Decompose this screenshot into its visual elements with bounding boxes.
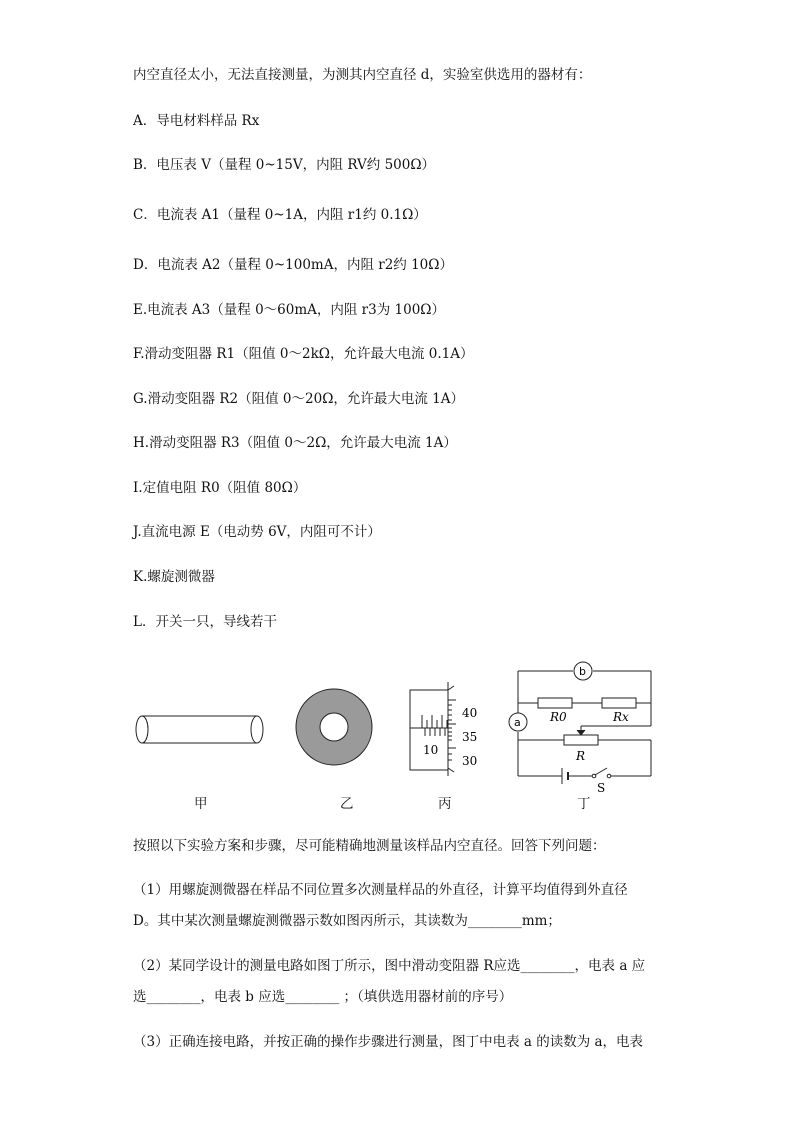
question-1-line-2: D。其中某次测量螺旋测微器示数如图丙所示，其读数为________mm； xyxy=(133,913,561,929)
question-1-line-1: （1）用螺旋测微器在样品不同位置多次测量样品的外直径，计算平均值得到外直径 xyxy=(133,882,628,898)
option-l: L．开关一只，导线若干 xyxy=(133,614,277,630)
option-c: C．电流表 A1（量程 0~1A，内阻 r1约 0.1Ω） xyxy=(133,207,427,223)
figure-micrometer xyxy=(410,682,456,776)
r-label: R xyxy=(576,749,586,763)
rx-label: Rx xyxy=(613,710,629,724)
question-3-line-1: （3）正确连接电路，并按正确的操作步骤进行测量，图丁中电表 a 的读数为 a，电表 xyxy=(133,1034,644,1050)
caption-ding: 丁 xyxy=(577,796,591,812)
intro-text: 内空直径太小，无法直接测量，为测其内空直径 d，实验室供选用的器材有： xyxy=(133,67,592,83)
micrometer-sleeve-label: 10 xyxy=(423,743,439,757)
question-2-line-2: 选________，电表 b 应选________ ；（填供选用器材前的序号） xyxy=(133,989,513,1005)
meter-b-label: b xyxy=(579,665,586,678)
option-h: H.滑动变阻器 R3（阻值 0～2Ω，允许最大电流 1A） xyxy=(133,435,457,451)
micrometer-thimble-label: 35 xyxy=(462,730,478,744)
figure-tube xyxy=(136,716,263,743)
figure-circuit xyxy=(509,662,651,784)
caption-yi: 乙 xyxy=(340,796,354,812)
figure-row xyxy=(0,660,794,810)
figures-svg xyxy=(0,660,794,810)
micrometer-thimble-label: 30 xyxy=(462,754,478,768)
micrometer-thimble-label: 40 xyxy=(462,706,478,720)
switch-label: S xyxy=(597,781,606,795)
option-f: F.滑动变阻器 R1（阻值 0～2kΩ，允许最大电流 0.1A） xyxy=(133,346,474,362)
option-g: G.滑动变阻器 R2（阻值 0～20Ω，允许最大电流 1A） xyxy=(133,391,465,407)
option-a: A．导电材料样品 Rx xyxy=(133,113,260,129)
question-2-line-1: （2）某同学设计的测量电路如图丁所示，图中滑动变阻器 R应选________，电表 a 应 xyxy=(133,958,646,974)
option-k: K.螺旋测微器 xyxy=(133,569,215,585)
caption-bing: 丙 xyxy=(438,796,452,812)
meter-a-label: a xyxy=(514,716,521,729)
caption-jia: 甲 xyxy=(194,796,208,812)
option-b: B．电压表 V（量程 0~15V，内阻 RV约 500Ω） xyxy=(133,157,436,173)
question-intro: 按照以下实验方案和步骤，尽可能精确地测量该样品内空直径。回答下列问题： xyxy=(133,838,606,854)
figure-ring xyxy=(296,689,372,765)
r0-label: R0 xyxy=(550,710,567,724)
option-e: E.电流表 A3（量程 0～60mA，内阻 r3为 100Ω） xyxy=(133,302,445,318)
option-d: D．电流表 A2（量程 0~100mA，内阻 r2约 10Ω） xyxy=(133,257,453,273)
option-j: J.直流电源 E（电动势 6V，内阻可不计） xyxy=(133,524,381,540)
option-i: I.定值电阻 R0（阻值 80Ω） xyxy=(133,480,307,496)
